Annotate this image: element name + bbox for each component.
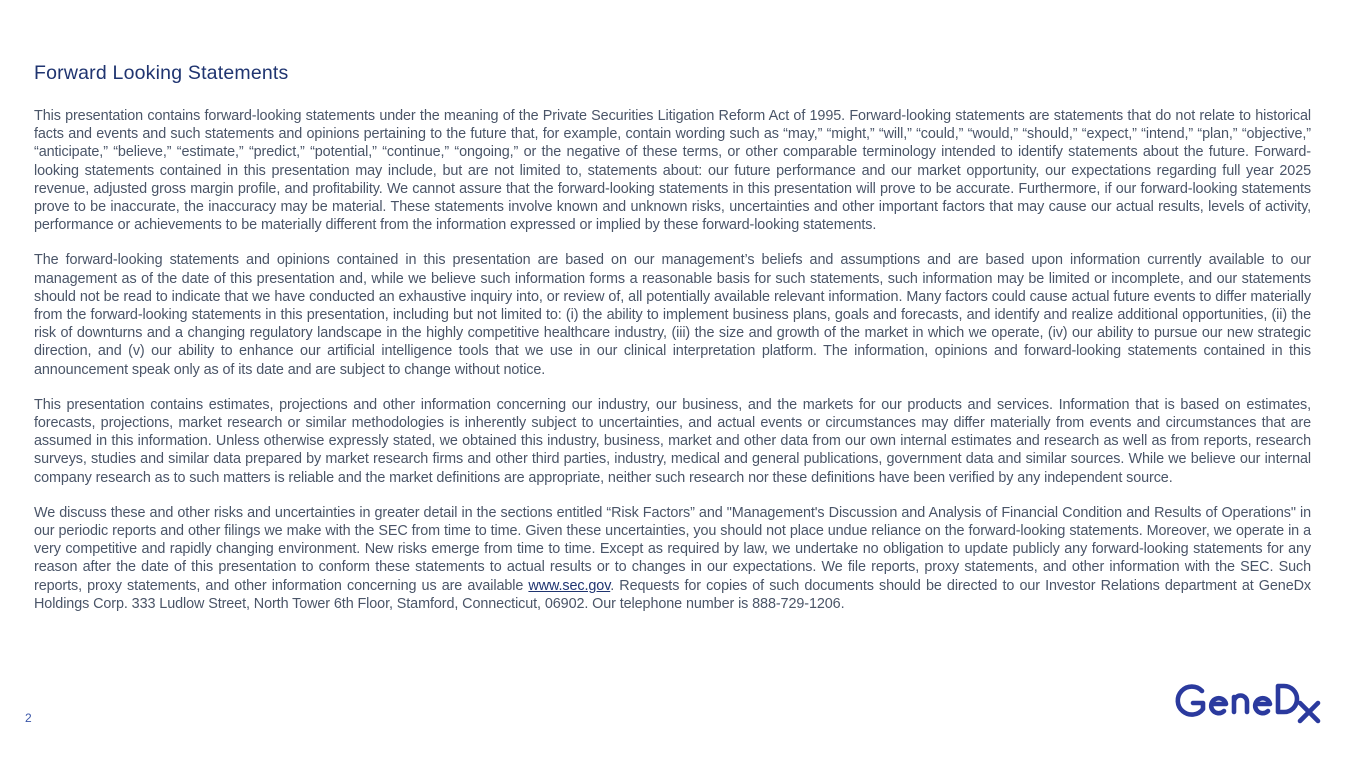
sec-link[interactable]: www.sec.gov [528, 577, 611, 594]
paragraph-forward-looking: This presentation contains forward-looking statements under the meaning of the Private Securities Litigation Reform Act of 1995. Forward-looking statements are statements that do not relate to historical facts and events and such statements and opinions pertaining to the future that, for example, contain wording such as “may,” “might,” “will,” “could,” “would,” “should,” “expect,” “intend,” “plan,” “objective,” “anticipate,” “believe,” “estimate,” “predict,” “potential,” “continue,” “ongoing,” or the negative of these terms, or other comparable terminology intended to identify statements about the future. Forward-looking statements contained in this presentation may include, but are not limited to, statements about: our future performance and our market opportunity, our expectations regarding full year 2025 revenue, adjusted gross margin profile, and profitability. We cannot assure that the forward-looking statements in this presentation will prove to be accurate. Furthermore, if our forward-looking statements prove to be inaccurate, the inaccuracy may be material. These statements involve known and unknown risks, uncertainties and other important factors that may cause our actual results, levels of activity, performance or achievements to be materially different from the information expressed or implied by these forward-looking statements. [34, 108, 1311, 234]
page-number: 2 [25, 711, 32, 725]
paragraph-estimates: This presentation contains estimates, projections and other information concerning our industry, our business, and the markets for our products and services. Information that is based on estimates, forecasts, projections, market research or similar methodologies is inherently subject to uncertainties, and actual events or circumstances may differ materially from events and circumstances that are assumed in this information. Unless otherwise expressly stated, we obtained this industry, business, market and other data from our own internal estimates and research as well as from reports, research surveys, studies and similar data prepared by market research firms and other third parties, industry, medical and general publications, government data and similar sources. While we believe our internal company research as to such matters is reliable and the market definitions are appropriate, neither such research nor these definitions have been verified by any independent source. [34, 396, 1311, 486]
disclaimer-body [34, 107, 1311, 630]
genedx-logo [1172, 681, 1324, 725]
paragraph-risks [34, 504, 1311, 613]
paragraph-management-beliefs: The forward-looking statements and opinions contained in this presentation are based on our management’s beliefs and assumptions and are based upon information currently available to our management as of the date of this presentation and, while we believe such information forms a reasonable basis for such statements, such information may be limited or incomplete, and our statements should not be read to indicate that we have conducted an exhaustive inquiry into, or review of, all potentially available relevant information. Many factors could cause actual future events to differ materially from the forward-looking statements in this presentation, including but not limited to: (i) the ability to implement business plans, goals and forecasts, and identify and realize additional opportunities, (ii) the risk of downturns and a changing regulatory landscape in the highly competitive healthcare industry, (iii) the size and growth of the market in which we operate, (iv) our ability to pursue our new strategic direction, and (v) our ability to enhance our artificial intelligence tools that we use in our clinical interpretation platform. The information, opinions and forward-looking statements contained in this announcement speak only as of its date and are subject to change without notice. [34, 252, 1311, 378]
risks-text-part2: . Requests for copies of such documents should be directed to our Investor Relations department at GeneDx Holdings Corp. 333 Ludlow Street, North Tower 6th Floor, Stamford, Connecticut, 06902. Our telephone number is 888-729-1206. [34, 577, 1311, 612]
risks-text-part1: We discuss these and other risks and uncertainties in greater detail in the sections entitled “Risk Factors” and "Management's Discussion and Analysis of Financial Condition and Results of Operations" in our periodic reports and other filings we make with the SEC from time to time. Given these uncertainties, you should not place undue reliance on the forward-looking statements. Moreover, we operate in a very competitive and rapidly changing environment. New risks emerge from time to time. Except as required by law, we undertake no obligation to update publicly any forward-looking statements for any reason after the date of this presentation to conform these statements to actual results or to changes in our expectations. We file reports, proxy statements, and other information with the SEC. Such reports, proxy statements, and other information concerning us are available [34, 504, 1311, 594]
page-title: Forward Looking Statements [34, 62, 289, 84]
